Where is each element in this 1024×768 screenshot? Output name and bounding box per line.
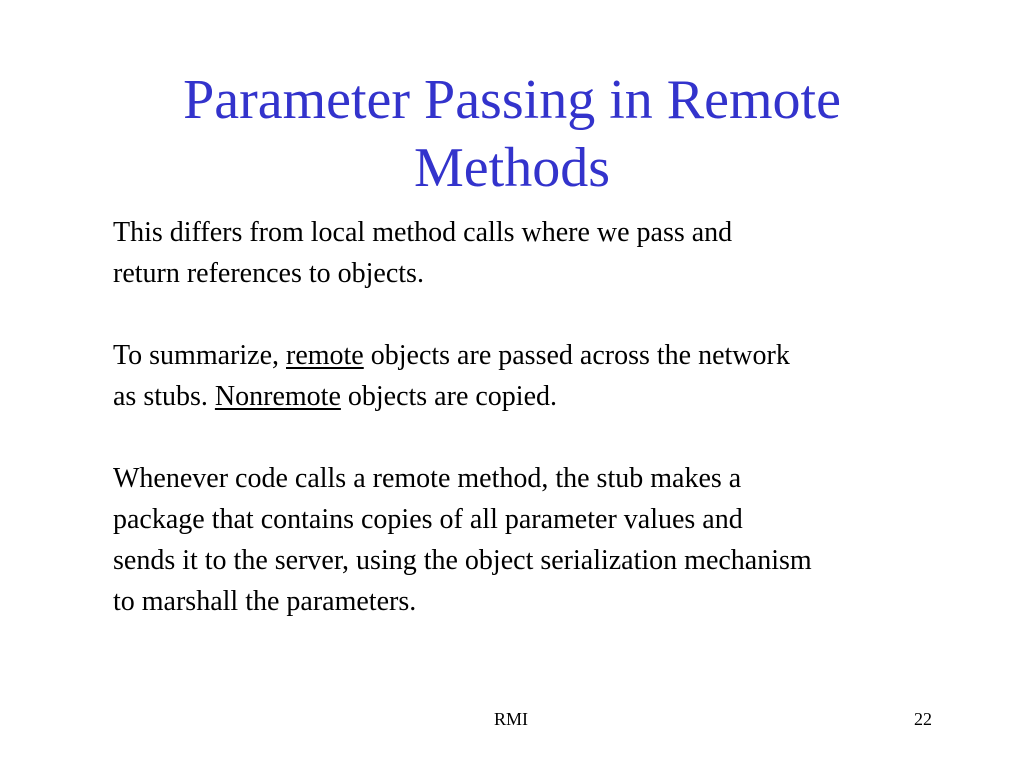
paragraph-line: package that contains copies of all parameter values and <box>113 504 743 535</box>
slide-title-line-2: Methods <box>414 137 610 199</box>
underlined-term-remote: remote <box>286 340 364 371</box>
text-segment: objects are passed across the network <box>363 340 790 371</box>
paragraph-line <box>113 335 993 376</box>
paragraph-stub-marshalling <box>113 458 993 622</box>
text-segment: as stubs. <box>113 381 215 412</box>
slide-title-line-1: Parameter Passing in Remote <box>183 69 841 131</box>
text-segment: To summarize, <box>113 340 286 371</box>
text-segment: objects are copied. <box>340 381 557 412</box>
footer-topic: RMI <box>494 709 529 729</box>
paragraph-line: This differs from local method calls where we pass and <box>113 217 733 248</box>
underlined-term-nonremote: Nonremote <box>214 381 341 412</box>
slide-body <box>113 212 993 622</box>
paragraph-summary <box>113 335 993 417</box>
paragraph-line: sends it to the server, using the object serialization mechanism <box>113 545 812 576</box>
page-number: 22 <box>914 709 932 729</box>
paragraph-line: to marshall the parameters. <box>113 586 417 617</box>
paragraph-local-calls <box>113 212 993 294</box>
paragraph-line: Whenever code calls a remote method, the stub makes a <box>113 463 742 494</box>
paragraph-line <box>113 376 993 417</box>
slide-title <box>80 66 944 202</box>
paragraph-line: return references to objects. <box>113 258 424 289</box>
